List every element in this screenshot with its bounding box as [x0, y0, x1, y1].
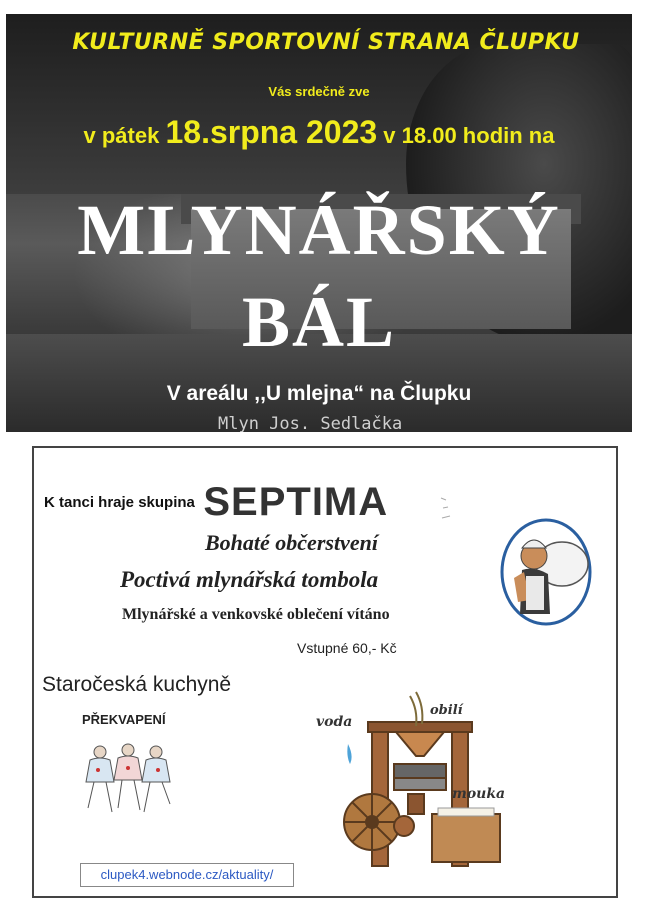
- miller-illustration: [500, 518, 592, 626]
- event-title: [6, 184, 632, 368]
- dress-code-text: Mlynářské a venkovské oblečení vítáno: [122, 606, 390, 623]
- organizer-title: KULTURNĚ SPORTOVNÍ STRANA ČLUPKU: [72, 30, 580, 55]
- band-prefix: K tanci hraje skupina: [44, 494, 195, 511]
- date-main: 18.srpna 2023: [165, 114, 378, 150]
- invite-text: Vás srdečně zve: [268, 84, 370, 99]
- date-prefix: v pátek: [83, 123, 160, 148]
- event-title-line2: BÁL: [241, 282, 397, 362]
- website-link-box: [80, 863, 294, 887]
- mill-diagram-illustration: [312, 686, 522, 886]
- dancers-illustration: [78, 738, 188, 826]
- header-photo-banner: [6, 14, 632, 432]
- diagram-label-grain: obilí: [430, 703, 463, 718]
- website-link[interactable]: clupek4.webnode.cz/aktuality/: [100, 867, 274, 882]
- band-line: [44, 480, 388, 525]
- cuisine-text: Staročeská kuchyně: [42, 673, 232, 696]
- refreshments-text: Bohaté občerstvení: [205, 530, 378, 555]
- entry-fee-text: Vstupné 60,- Kč: [297, 640, 397, 656]
- diagram-label-water: voda: [316, 714, 353, 730]
- venue-text: V areálu ,,U mlejna“ na Člupku: [166, 382, 472, 405]
- surprise-text: PŘEKVAPENÍ: [82, 712, 166, 727]
- date-line: [6, 114, 632, 151]
- tombola-text: Poctivá mlynářská tombola: [120, 567, 379, 592]
- small-scribble-icon: [438, 494, 458, 524]
- date-suffix: v 18.00 hodin na: [383, 123, 555, 148]
- band-name: SEPTIMA: [203, 480, 389, 524]
- diagram-label-flour: mouka: [452, 786, 506, 802]
- event-title-line1: MLYNÁŘSKÝ: [77, 190, 561, 270]
- photo-caption: Mlyn Jos. Sedlačka: [218, 414, 403, 432]
